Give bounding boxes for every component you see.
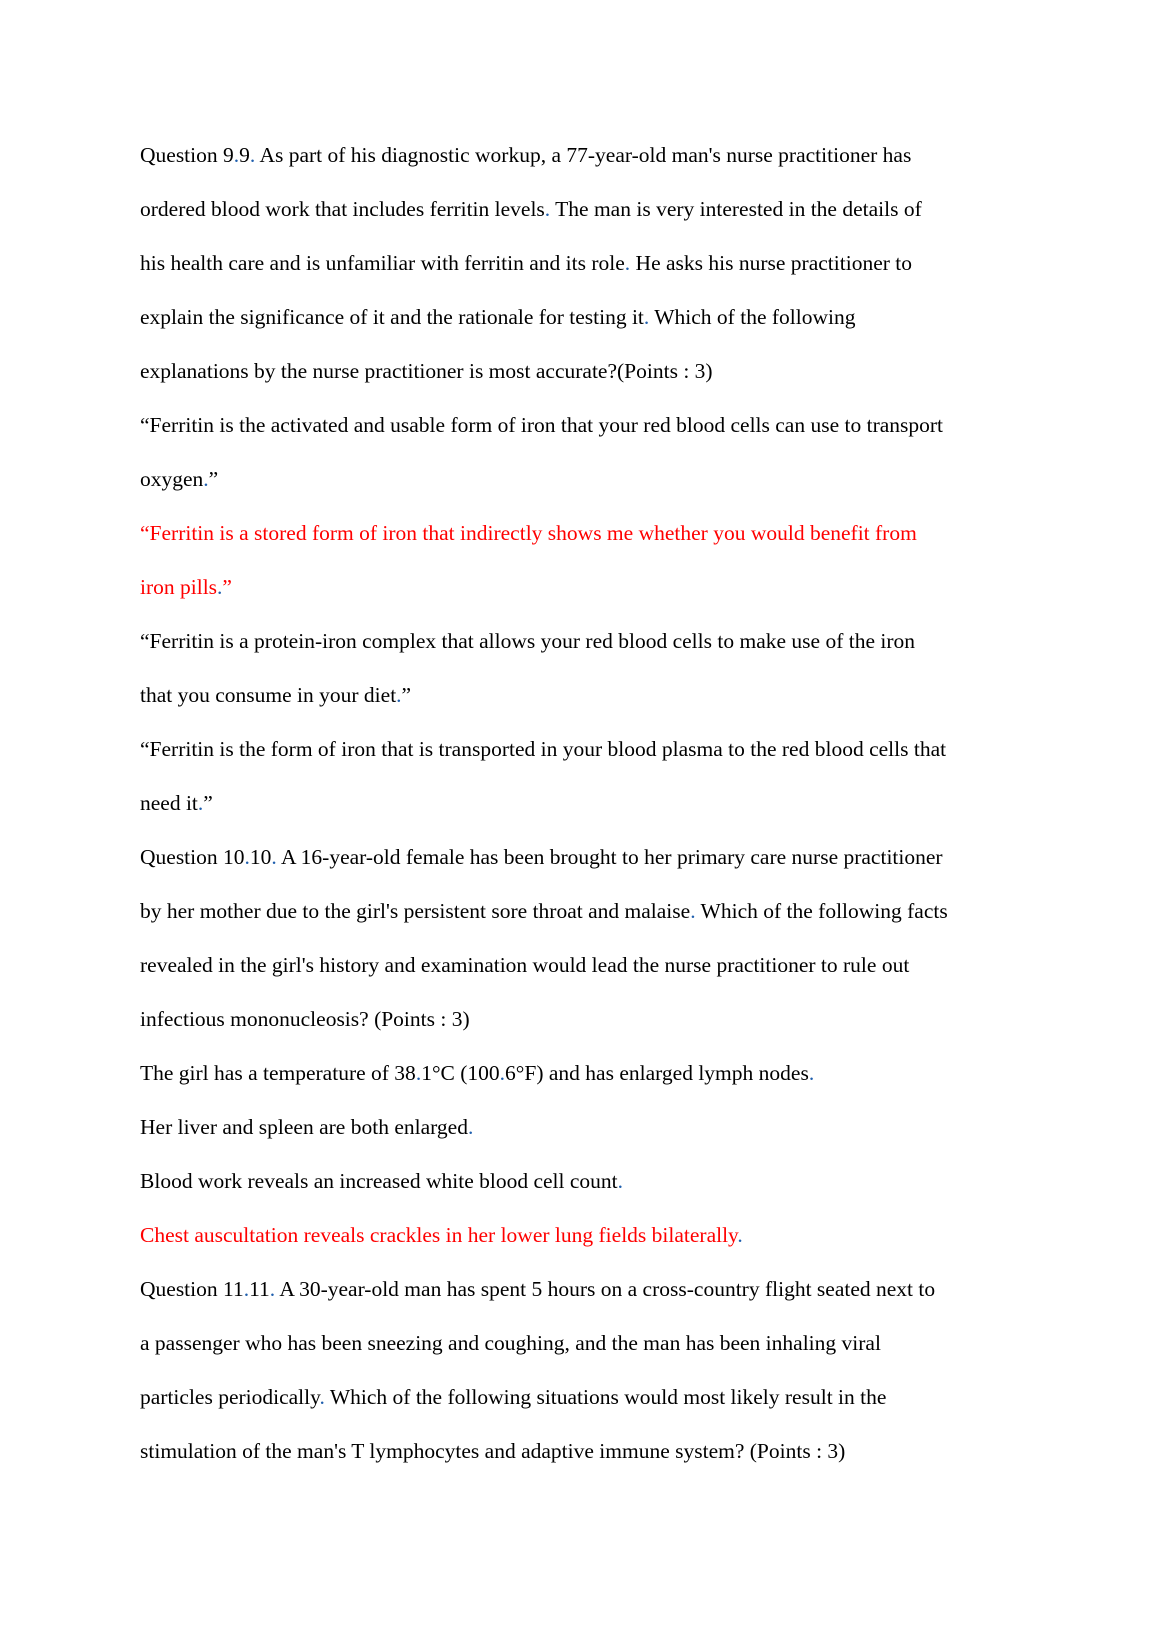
answer-option-line: “Ferritin is the form of iron that is transported in your blood plasma to the red blood cells that — [140, 737, 947, 761]
question-11-line-3: particles periodically. Which of the following situations would most likely result in the — [140, 1385, 887, 1409]
answer-option-line: “Ferritin is a stored form of iron that indirectly shows me whether you would benefit from — [140, 521, 917, 545]
question-9-line-5: explanations by the nurse practitioner is most accurate?(Points : 3) — [140, 359, 713, 383]
answer-option — [140, 722, 1040, 830]
question-10-line-4: infectious mononucleosis? (Points : 3) — [140, 1007, 470, 1031]
answer-option: Blood work reveals an increased white blood cell count. — [140, 1169, 624, 1193]
period-mark: . — [233, 143, 240, 167]
period-mark: . — [203, 467, 209, 491]
question-11 — [140, 1262, 1040, 1478]
period-mark: . — [737, 1223, 743, 1247]
correct-answer-option — [140, 506, 1040, 614]
answer-option-line: need it.” — [140, 791, 213, 815]
period-mark: . — [271, 845, 277, 869]
period-mark: . — [690, 899, 696, 923]
answer-option: The girl has a temperature of 38.1°C (100.6°F) and has enlarged lymph nodes. — [140, 1061, 815, 1085]
question-9-line-3: his health care and is unfamiliar with ferritin and its role. He asks his nurse practitioner to — [140, 251, 912, 275]
question-10-line-3: revealed in the girl's history and examination would lead the nurse practitioner to rule out — [140, 953, 910, 977]
question-11-line-1: Question 11.11. A 30-year-old man has spent 5 hours on a cross-country flight seated next to — [140, 1277, 936, 1301]
question-10-options — [140, 1046, 1040, 1262]
question-11-line-2: a passenger who has been sneezing and coughing, and the man has been inhaling viral — [140, 1331, 881, 1355]
period-mark: . — [243, 1277, 250, 1301]
period-mark: . — [467, 1115, 474, 1139]
period-mark: . — [415, 1061, 422, 1085]
question-9-line-2: ordered blood work that includes ferritin levels. The man is very interested in the details of — [140, 197, 922, 221]
answer-option-line: “Ferritin is a protein-iron complex that allows your red blood cells to make use of the iron — [140, 629, 915, 653]
question-9-options — [140, 398, 1040, 830]
period-mark: . — [217, 575, 223, 599]
period-mark: . — [499, 1061, 506, 1085]
answer-option-line: that you consume in your diet.” — [140, 683, 412, 707]
period-mark: . — [244, 845, 250, 869]
question-9-line-4: explain the significance of it and the rationale for testing it. Which of the following — [140, 305, 856, 329]
answer-option: Her liver and spleen are both enlarged. — [140, 1115, 474, 1139]
period-mark: . — [617, 1169, 624, 1193]
question-10-line-2: by her mother due to the girl's persistent sore throat and malaise. Which of the following facts — [140, 899, 948, 923]
question-10 — [140, 830, 1040, 1046]
question-10-line-1: Question 10.10. A 16-year-old female has been brought to her primary care nurse practitioner — [140, 845, 943, 869]
period-mark: . — [808, 1061, 815, 1085]
question-9-line-1: Question 9.9. As part of his diagnostic workup, a 77-year-old man's nurse practitioner has — [140, 143, 912, 167]
answer-option — [140, 614, 1040, 722]
period-mark: . — [269, 1277, 276, 1301]
answer-option — [140, 398, 1040, 506]
answer-option-line: “Ferritin is the activated and usable form of iron that your red blood cells can use to transport — [140, 413, 944, 437]
period-mark: . — [544, 197, 551, 221]
answer-option-line: oxygen.” — [140, 467, 219, 491]
period-mark: . — [396, 683, 402, 707]
period-mark: . — [624, 251, 631, 275]
period-mark: . — [643, 305, 650, 329]
correct-answer-option: Chest auscultation reveals crackles in her lower lung fields bilaterally. — [140, 1223, 743, 1247]
question-9 — [140, 128, 1040, 398]
answer-option-line: iron pills.” — [140, 575, 232, 599]
document-page — [140, 128, 1040, 1478]
period-mark: . — [319, 1385, 325, 1409]
question-11-line-4: stimulation of the man's T lymphocytes and adaptive immune system? (Points : 3) — [140, 1439, 846, 1463]
period-mark: . — [249, 143, 256, 167]
period-mark: . — [197, 791, 204, 815]
